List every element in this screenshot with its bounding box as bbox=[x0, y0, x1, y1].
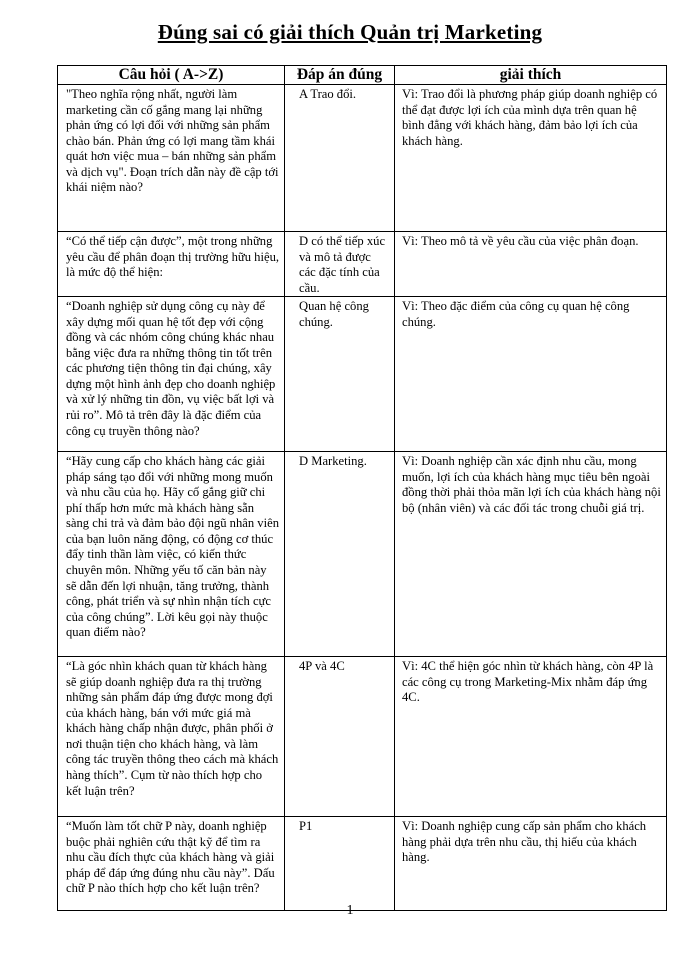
table-row bbox=[58, 232, 667, 297]
question-cell: “Là góc nhìn khách quan từ khách hàng sẽ giúp doanh nghiệp đưa ra thị trường những sản phẩm đáp ứng được mong đợi của khách hàng, bán với mức giá mà khách hàng chấp nhận được, phân phối ở nơi thuận tiện cho khách hàng, và làm công tác truyền thông theo cách mà khách hàng thích”. Cụm từ nào thích hợp cho kết luận trên? bbox=[58, 657, 285, 817]
question-cell: “Muốn làm tốt chữ P này, doanh nghiệp buộc phải nghiên cứu thật kỹ để tìm ra nhu cầu đích thực của khách hàng và giải pháp để đáp ứng đúng nhu cầu này”. Dấu chữ P nào thích hợp cho kết luận trên? bbox=[58, 817, 285, 911]
table-row bbox=[58, 657, 667, 817]
table-row bbox=[58, 297, 667, 452]
explanation-column-header: giải thích bbox=[395, 66, 667, 85]
answer-cell: P1 bbox=[285, 817, 395, 911]
explanation-cell: Vì: Trao đổi là phương pháp giúp doanh nghiệp có thể đạt được lợi ích của mình dựa trên quan hệ bình đẳng với khách hàng, đảm bảo lợi ích của khách hàng. bbox=[395, 85, 667, 232]
table-row bbox=[58, 452, 667, 657]
question-cell: "Theo nghĩa rộng nhất, người làm marketing cần cố gắng mang lại những phản ứng có lợi đối với những sản phẩm chào bán. Phản ứng có lợi mang tầm khái quát hơn việc mua – bán những sản phẩm và dịch vụ". Đoạn trích dẫn này đề cập tới khái niệm nào? bbox=[58, 85, 285, 232]
answer-cell: Quan hệ công chúng. bbox=[285, 297, 395, 452]
question-cell: “Có thể tiếp cận được”, một trong những yêu cầu để phân đoạn thị trường hữu hiệu, là mức độ thể hiện: bbox=[58, 232, 285, 297]
table-row bbox=[58, 817, 667, 911]
explanation-cell: Vì: Theo mô tả về yêu cầu của việc phân đoạn. bbox=[395, 232, 667, 297]
explanation-cell: Vì: 4C thể hiện góc nhìn từ khách hàng, còn 4P là các công cụ trong Marketing-Mix nhằm đáp ứng 4C. bbox=[395, 657, 667, 817]
answer-cell: D Marketing. bbox=[285, 452, 395, 657]
table-row bbox=[58, 85, 667, 232]
answer-cell: A Trao đổi. bbox=[285, 85, 395, 232]
explanation-cell: Vì: Doanh nghiệp cần xác định nhu cầu, mong muốn, lợi ích của khách hàng mục tiêu bên ngoài đồng thời phải thỏa mãn lợi ích của khách hàng nội bộ (nhân viên) và các đối tác trong chuỗi giá trị. bbox=[395, 452, 667, 657]
document-title-text: Đúng sai có giải thích Quản trị Marketing bbox=[157, 20, 543, 44]
answer-column-header: Đáp án đúng bbox=[285, 66, 395, 85]
document-title bbox=[0, 20, 700, 45]
explanation-cell: Vì: Doanh nghiệp cung cấp sản phẩm cho khách hàng phải dựa trên nhu cầu, thị hiếu của khách hàng. bbox=[395, 817, 667, 911]
question-column-header: Câu hỏi ( A->Z) bbox=[58, 66, 285, 85]
qa-table bbox=[57, 65, 667, 911]
question-cell: “Hãy cung cấp cho khách hàng các giải pháp sáng tạo đổi với những mong muốn và nhu cầu của họ. Hãy cố gắng giữ chi phí thấp hơn mức mà khách hàng sẵn sàng chi trả và đảm bảo đội ngũ nhân viên của bạn luôn năng động, có động cơ thúc đẩy tinh thần làm việc, có kiến thức chuyên môn. Những yếu tố căn bản này sẽ dẫn đến lợi nhuận, tăng trưởng, thành công, phát triển và sự nhìn nhận tích cực của công chúng”. Lời kêu gọi này thuộc quan điểm nào? bbox=[58, 452, 285, 657]
table-header-row bbox=[58, 66, 667, 85]
answer-cell: 4P và 4C bbox=[285, 657, 395, 817]
explanation-cell: Vì: Theo đặc điểm của công cụ quan hệ công chúng. bbox=[395, 297, 667, 452]
answer-cell: D có thể tiếp xúc và mô tả được các đặc tính của cầu. bbox=[285, 232, 395, 297]
question-cell: “Doanh nghiệp sử dụng công cụ này để xây dựng mối quan hệ tốt đẹp với cộng đồng và các nhóm công chúng khác nhau bằng việc đưa ra những thông tin tốt trên các phương tiện thông tin đại chúng, xây dựng một hình ảnh đẹp cho doanh nghiệp và xử lý những tin đồn, vụ việc bất lợi và rủi ro”. Mô tả trên đây là đặc điểm của công cụ truyền thông nào? bbox=[58, 297, 285, 452]
page-number: 1 bbox=[346, 903, 354, 918]
